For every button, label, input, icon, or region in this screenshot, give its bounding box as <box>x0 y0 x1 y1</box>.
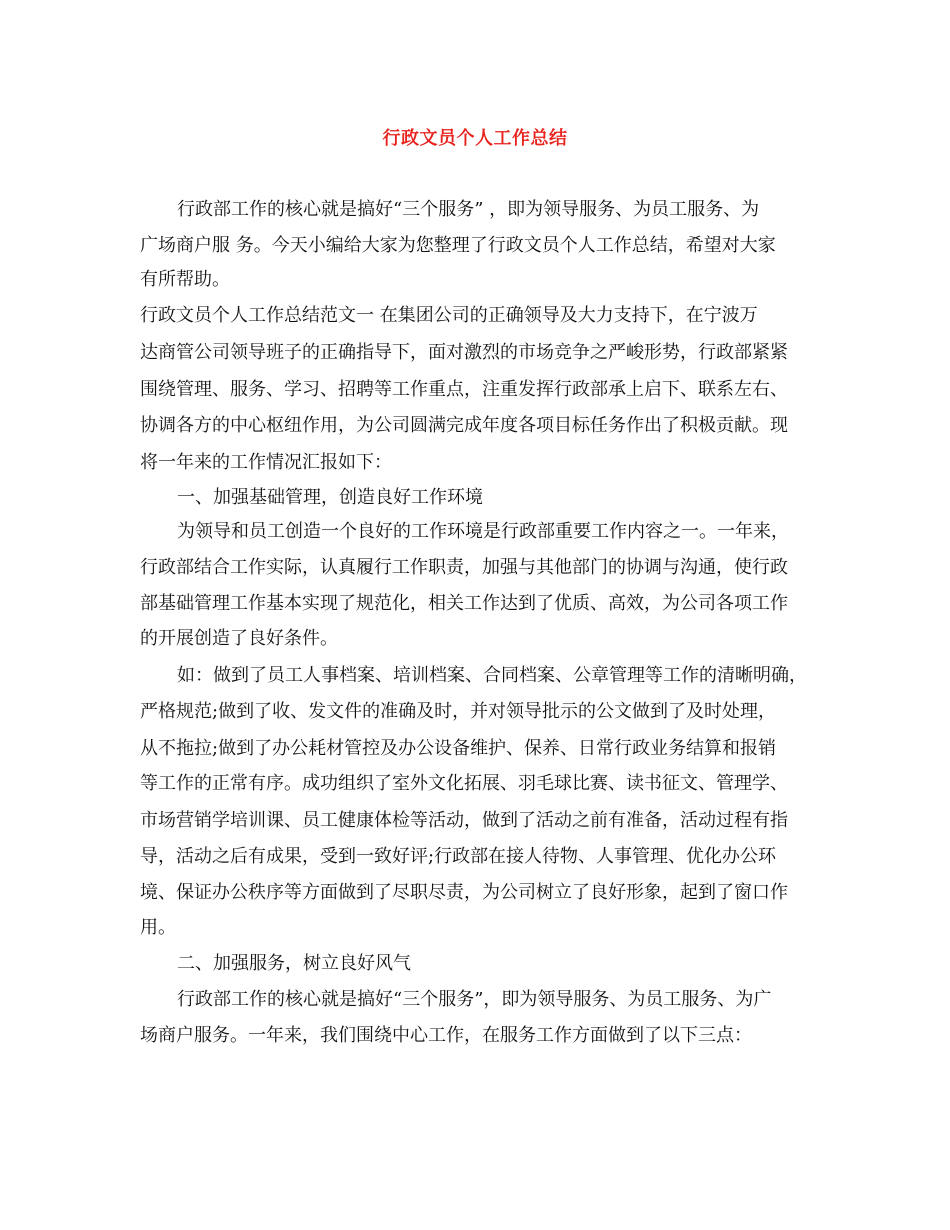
paragraph-line: 行政部结合工作实际，认真履行工作职责，加强与其他部门的协调与沟通，使行政 <box>140 557 788 578</box>
paragraph-line: 协调各方的中心枢纽作用，为公司圆满完成年度各项目标任务作出了积极贡献。现 <box>140 415 788 436</box>
document-title: 行政文员个人工作总结 <box>382 128 568 149</box>
paragraph-line: 用。 <box>140 917 176 938</box>
paragraph-line: 如：做到了员工人事档案、培训档案、合同档案、公章管理等工作的清晰明确， <box>177 665 807 686</box>
paragraph-line: 境、保证办公秩序等方面做到了尽职尽责，为公司树立了良好形象，起到了窗口作 <box>140 882 788 903</box>
section-heading: 二、加强服务，树立良好风气 <box>177 953 411 974</box>
paragraph-line: 的开展创造了良好条件。 <box>140 628 338 649</box>
paragraph-line: 围绕管理、服务、学习、招聘等工作重点，注重发挥行政部承上启下、联系左右、 <box>140 379 788 400</box>
paragraph-line: 将一年来的工作情况汇报如下： <box>140 452 392 473</box>
paragraph-line: 等工作的正常有序。成功组织了室外文化拓展、羽毛球比赛、读书征文、管理学、 <box>140 773 788 794</box>
paragraph-line: 为领导和员工创造一个良好的工作环境是行政部重要工作内容之一。一年来， <box>177 521 789 542</box>
paragraph-line: 行政部工作的核心就是搞好“三个服务”，即为领导服务、为员工服务、为广 <box>177 989 772 1010</box>
section-heading: 一、加强基础管理，创造良好工作环境 <box>177 487 483 508</box>
paragraph-line: 行政文员个人工作总结范文一 在集团公司的正确领导及大力支持下，在宁波万 <box>140 305 758 326</box>
paragraph-line: 导，活动之后有成果，受到一致好评;行政部在接人待物、人事管理、优化办公环 <box>140 846 777 867</box>
paragraph-line: 场商户服务。一年来，我们围绕中心工作，在服务工作方面做到了以下三点： <box>140 1025 752 1046</box>
paragraph-line: 严格规范;做到了收、发文件的准确及时，并对领导批示的公文做到了及时处理， <box>140 701 777 722</box>
paragraph-line: 广场商户服 务。今天小编给大家为您整理了行政文员个人工作总结，希望对大家 <box>140 235 776 256</box>
paragraph-line: 部基础管理工作基本实现了规范化，相关工作达到了优质、高效，为公司各项工作 <box>140 593 788 614</box>
paragraph-line: 达商管公司领导班子的正确指导下，面对激烈的市场竞争之严峻形势，行政部紧紧 <box>140 342 788 363</box>
paragraph-line: 从不拖拉;做到了办公耗材管控及办公设备维护、保养、日常行政业务结算和报销 <box>140 738 777 759</box>
paragraph-line: 市场营销学培训课、员工健康体检等活动，做到了活动之前有准备，活动过程有指 <box>140 810 788 831</box>
paragraph-line: 行政部工作的核心就是搞好“三个服务” ，即为领导服务、为员工服务、为 <box>177 199 760 220</box>
paragraph-line: 有所帮助。 <box>140 269 230 290</box>
